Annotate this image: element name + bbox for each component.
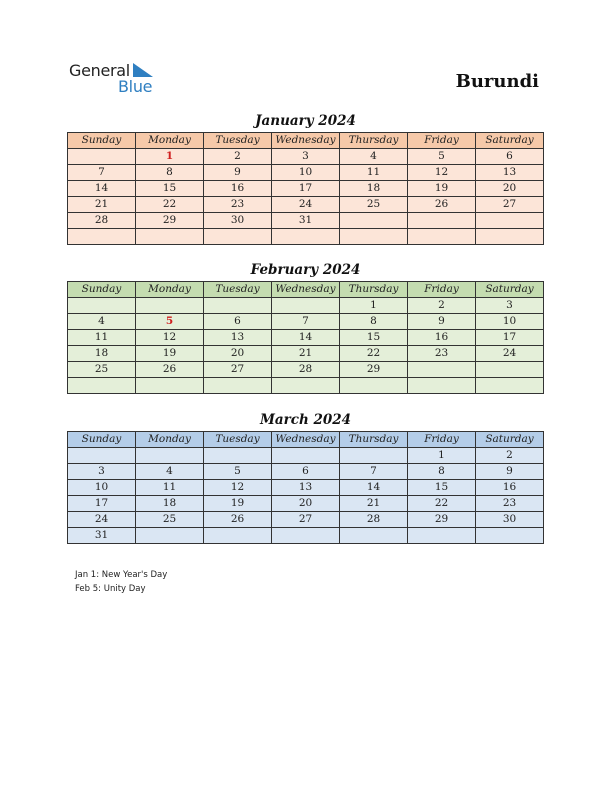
weekday-header: Thursday <box>340 282 408 298</box>
weekday-header: Friday <box>408 282 476 298</box>
week-row <box>68 464 544 480</box>
weekday-header: Friday <box>408 432 476 448</box>
month-title: March 2024 <box>259 412 352 428</box>
day-cell: 27 <box>476 197 544 213</box>
day-cell <box>136 229 204 245</box>
day-cell <box>68 149 136 165</box>
day-cell <box>340 528 408 544</box>
weekday-header: Sunday <box>68 432 136 448</box>
weekday-header: Tuesday <box>204 432 272 448</box>
day-cell: 21 <box>272 346 340 362</box>
day-cell: 14 <box>68 181 136 197</box>
day-cell: 2 <box>204 149 272 165</box>
day-cell <box>68 229 136 245</box>
day-cell: 2 <box>476 448 544 464</box>
day-cell <box>204 448 272 464</box>
day-cell <box>136 378 204 394</box>
day-cell: 16 <box>408 330 476 346</box>
day-cell: 14 <box>340 480 408 496</box>
weekday-header: Monday <box>136 432 204 448</box>
logo <box>69 61 159 97</box>
week-row <box>68 165 544 181</box>
day-cell: 3 <box>476 298 544 314</box>
weekday-header: Saturday <box>476 282 544 298</box>
day-cell <box>340 448 408 464</box>
day-cell <box>408 213 476 229</box>
day-cell: 1 <box>340 298 408 314</box>
day-cell: 4 <box>136 464 204 480</box>
day-cell: 1 <box>408 448 476 464</box>
weekday-header: Monday <box>136 133 204 149</box>
day-cell: 18 <box>340 181 408 197</box>
day-cell <box>272 378 340 394</box>
day-cell: 15 <box>340 330 408 346</box>
month-february <box>67 261 544 394</box>
day-cell: 22 <box>340 346 408 362</box>
week-row <box>68 149 544 165</box>
day-cell <box>408 229 476 245</box>
day-cell <box>272 528 340 544</box>
day-cell: 28 <box>272 362 340 378</box>
weekday-header: Wednesday <box>272 282 340 298</box>
day-cell: 24 <box>476 346 544 362</box>
day-cell: 11 <box>68 330 136 346</box>
day-cell: 14 <box>272 330 340 346</box>
day-cell: 19 <box>408 181 476 197</box>
day-cell: 23 <box>204 197 272 213</box>
day-cell <box>408 378 476 394</box>
day-cell: 29 <box>408 512 476 528</box>
day-cell: 13 <box>204 330 272 346</box>
day-cell: 9 <box>204 165 272 181</box>
day-cell <box>476 213 544 229</box>
day-cell: 31 <box>272 213 340 229</box>
week-row <box>68 213 544 229</box>
day-cell: 10 <box>272 165 340 181</box>
day-cell: 12 <box>204 480 272 496</box>
day-cell: 6 <box>476 149 544 165</box>
day-cell: 25 <box>136 512 204 528</box>
day-cell: 7 <box>68 165 136 181</box>
day-cell: 17 <box>476 330 544 346</box>
weekday-header: Sunday <box>68 133 136 149</box>
day-cell: 7 <box>272 314 340 330</box>
day-cell: 4 <box>68 314 136 330</box>
day-cell: 27 <box>272 512 340 528</box>
day-cell: 5 <box>408 149 476 165</box>
day-cell: 18 <box>68 346 136 362</box>
week-row <box>68 496 544 512</box>
day-cell: 7 <box>340 464 408 480</box>
day-cell: 25 <box>68 362 136 378</box>
day-cell: 6 <box>204 314 272 330</box>
day-cell: 19 <box>204 496 272 512</box>
day-cell <box>476 528 544 544</box>
day-cell <box>476 362 544 378</box>
day-cell: 28 <box>68 213 136 229</box>
day-cell: 15 <box>136 181 204 197</box>
day-cell: 22 <box>136 197 204 213</box>
month-title: January 2024 <box>255 113 356 129</box>
day-cell: 31 <box>68 528 136 544</box>
day-cell <box>340 213 408 229</box>
day-cell <box>408 528 476 544</box>
day-cell: 29 <box>136 213 204 229</box>
day-cell <box>340 378 408 394</box>
day-cell: 12 <box>408 165 476 181</box>
calendar-grid <box>67 132 544 245</box>
day-cell: 12 <box>136 330 204 346</box>
day-cell: 16 <box>476 480 544 496</box>
day-cell: 15 <box>408 480 476 496</box>
weekday-header: Wednesday <box>272 432 340 448</box>
day-cell: 10 <box>68 480 136 496</box>
day-cell: 3 <box>272 149 340 165</box>
day-cell: 20 <box>476 181 544 197</box>
day-cell <box>204 298 272 314</box>
day-cell <box>408 362 476 378</box>
weekday-header: Sunday <box>68 282 136 298</box>
holiday-notes <box>75 568 167 596</box>
day-cell: 10 <box>476 314 544 330</box>
week-row <box>68 378 544 394</box>
weekday-header-row <box>68 133 544 149</box>
day-cell <box>272 229 340 245</box>
weekday-header: Thursday <box>340 133 408 149</box>
day-cell: 19 <box>136 346 204 362</box>
day-cell <box>68 298 136 314</box>
day-cell <box>272 298 340 314</box>
day-cell <box>340 229 408 245</box>
logo-triangle-icon <box>133 63 153 77</box>
week-row <box>68 362 544 378</box>
calendar-grid <box>67 431 544 544</box>
day-cell <box>272 448 340 464</box>
day-cell: 17 <box>272 181 340 197</box>
day-cell <box>68 448 136 464</box>
weekday-header: Tuesday <box>204 133 272 149</box>
day-cell: 9 <box>408 314 476 330</box>
day-cell: 2 <box>408 298 476 314</box>
logo-blue-text: Blue <box>118 77 153 96</box>
day-cell: 13 <box>476 165 544 181</box>
day-cell: 23 <box>408 346 476 362</box>
month-title: February 2024 <box>250 262 361 278</box>
day-cell: 27 <box>204 362 272 378</box>
week-row <box>68 298 544 314</box>
week-row <box>68 229 544 245</box>
day-cell: 5 <box>204 464 272 480</box>
week-row <box>68 314 544 330</box>
day-cell: 24 <box>68 512 136 528</box>
day-cell: 28 <box>340 512 408 528</box>
day-cell: 29 <box>340 362 408 378</box>
day-cell: 23 <box>476 496 544 512</box>
day-cell: 13 <box>272 480 340 496</box>
day-cell: 1 <box>136 149 204 165</box>
day-cell <box>476 378 544 394</box>
week-row <box>68 480 544 496</box>
week-row <box>68 346 544 362</box>
weekday-header: Friday <box>408 133 476 149</box>
day-cell: 18 <box>136 496 204 512</box>
day-cell: 25 <box>340 197 408 213</box>
day-cell: 22 <box>408 496 476 512</box>
day-cell: 3 <box>68 464 136 480</box>
weekday-header: Tuesday <box>204 282 272 298</box>
day-cell <box>136 298 204 314</box>
day-cell: 8 <box>408 464 476 480</box>
calendar-grid <box>67 281 544 394</box>
day-cell: 11 <box>340 165 408 181</box>
day-cell <box>204 378 272 394</box>
month-march <box>67 411 544 544</box>
week-row <box>68 512 544 528</box>
weekday-header: Saturday <box>476 432 544 448</box>
day-cell <box>68 378 136 394</box>
day-cell: 20 <box>272 496 340 512</box>
weekday-header-row <box>68 282 544 298</box>
day-cell: 30 <box>476 512 544 528</box>
day-cell: 16 <box>204 181 272 197</box>
day-cell <box>204 528 272 544</box>
week-row <box>68 448 544 464</box>
day-cell: 26 <box>204 512 272 528</box>
weekday-header: Wednesday <box>272 133 340 149</box>
week-row <box>68 528 544 544</box>
day-cell: 21 <box>340 496 408 512</box>
day-cell: 20 <box>204 346 272 362</box>
month-january <box>67 112 544 245</box>
weekday-header-row <box>68 432 544 448</box>
day-cell <box>204 229 272 245</box>
day-cell <box>136 448 204 464</box>
weekday-header: Thursday <box>340 432 408 448</box>
day-cell: 8 <box>136 165 204 181</box>
country-title: Burundi <box>455 71 539 92</box>
logo-general-text: General <box>69 61 130 80</box>
day-cell: 26 <box>136 362 204 378</box>
day-cell <box>476 229 544 245</box>
holiday-note: Jan 1: New Year's Day <box>75 570 168 580</box>
day-cell: 9 <box>476 464 544 480</box>
day-cell: 24 <box>272 197 340 213</box>
day-cell <box>136 528 204 544</box>
day-cell: 21 <box>68 197 136 213</box>
holiday-note: Feb 5: Unity Day <box>75 584 146 594</box>
day-cell: 17 <box>68 496 136 512</box>
week-row <box>68 330 544 346</box>
day-cell: 11 <box>136 480 204 496</box>
weekday-header: Monday <box>136 282 204 298</box>
day-cell: 26 <box>408 197 476 213</box>
day-cell: 8 <box>340 314 408 330</box>
week-row <box>68 197 544 213</box>
week-row <box>68 181 544 197</box>
day-cell: 5 <box>136 314 204 330</box>
day-cell: 4 <box>340 149 408 165</box>
day-cell: 30 <box>204 213 272 229</box>
day-cell: 6 <box>272 464 340 480</box>
weekday-header: Saturday <box>476 133 544 149</box>
